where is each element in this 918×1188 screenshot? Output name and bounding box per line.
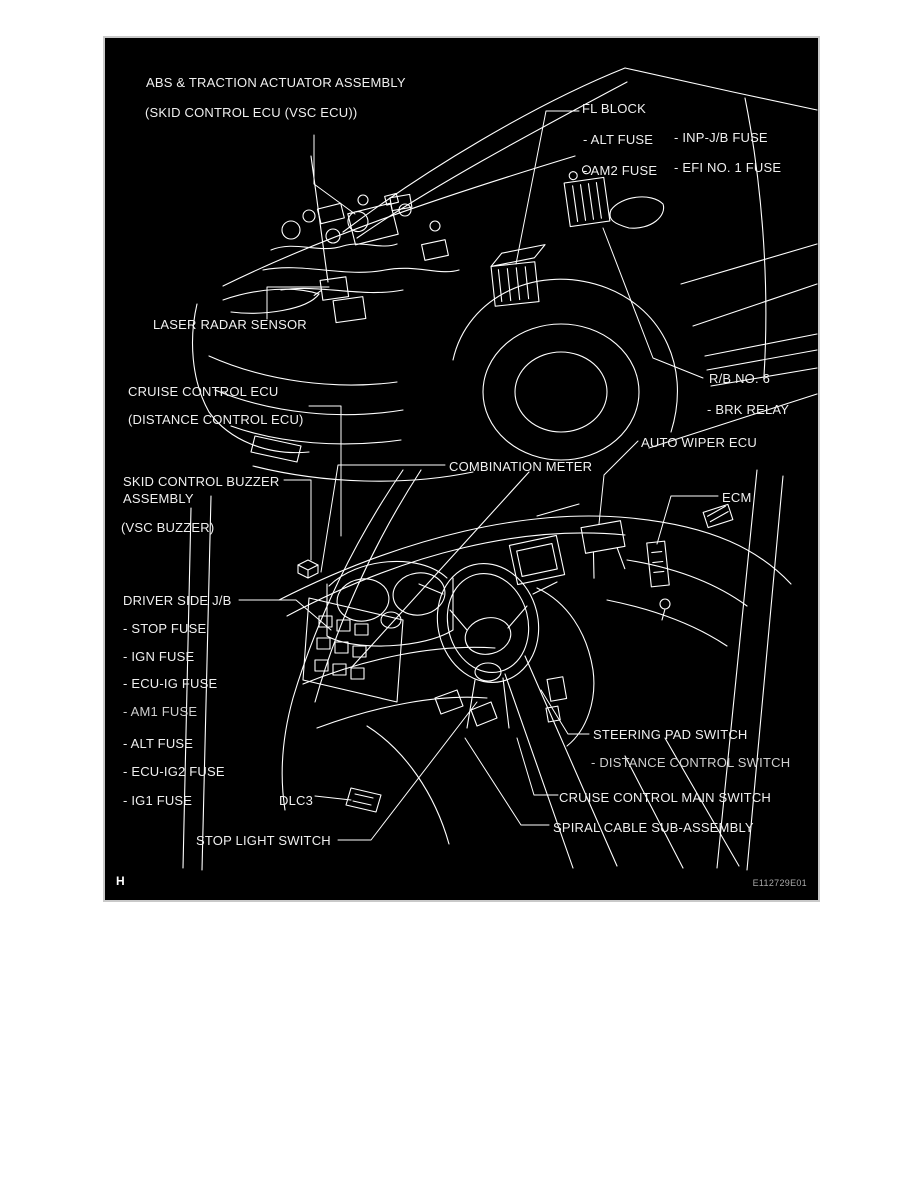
leader-cruise-ecu [309, 406, 341, 536]
leader-buzzer [284, 480, 311, 560]
label-spiral-cable-sub-assembly: SPIRAL CABLE SUB-ASSEMBLY [553, 820, 754, 835]
label-fl-block: FL BLOCK [582, 101, 646, 116]
label-laser-radar-sensor: LASER RADAR SENSOR [153, 317, 307, 332]
footer-section-mark: H [116, 874, 125, 888]
leader-spiral-cable [465, 738, 549, 825]
drawing-code: E112729E01 [752, 878, 807, 888]
label-dlc3: DLC3 [279, 793, 314, 808]
label-ecm: ECM [722, 490, 752, 505]
label-distance-control-ecu: (DISTANCE CONTROL ECU) [128, 412, 304, 427]
label-skid-buzzer-line1: SKID CONTROL BUZZER [123, 474, 280, 489]
label-auto-wiper-ecu: AUTO WIPER ECU [641, 435, 757, 450]
label-am1-fuse: - AM1 FUSE [123, 704, 198, 719]
label-ecu-ig-fuse: - ECU-IG FUSE [123, 676, 218, 691]
label-inp-jb-fuse: - INP-J/B FUSE [674, 130, 768, 145]
label-stop-fuse: - STOP FUSE [123, 621, 207, 636]
leader-auto-wiper [599, 441, 638, 524]
label-ign-fuse: - IGN FUSE [123, 649, 195, 664]
dashboard-art [183, 470, 791, 870]
label-alt-fuse: - ALT FUSE [123, 736, 194, 751]
label-distance-control-switch: - DISTANCE CONTROL SWITCH [591, 755, 791, 770]
label-cruise-control-ecu: CRUISE CONTROL ECU [128, 384, 279, 399]
label-combination-meter: COMBINATION METER [449, 459, 593, 474]
label-skid-buzzer-line2: ASSEMBLY [123, 491, 194, 506]
fl-block-art [489, 245, 551, 307]
auto-wiper-ecu-art [581, 521, 629, 579]
label-stop-light-switch: STOP LIGHT SWITCH [196, 833, 331, 848]
label-fl-alt-fuse: - ALT FUSE [583, 132, 654, 147]
label-cruise-control-main-switch: CRUISE CONTROL MAIN SWITCH [559, 790, 772, 805]
driver-side-jb-art [303, 598, 403, 702]
leader-steering-pad [541, 690, 589, 734]
label-abs-actuator-line1: ABS & TRACTION ACTUATOR ASSEMBLY [146, 75, 406, 90]
laser-radar-sensor-art [312, 275, 366, 325]
label-ecu-ig2-fuse: - ECU-IG2 FUSE [123, 764, 225, 779]
label-am2-fuse: - AM2 FUSE [583, 163, 658, 178]
leader-ecm [657, 496, 718, 544]
label-brk-relay: - BRK RELAY [707, 402, 790, 417]
leader-dlc3 [315, 796, 351, 800]
leader-rb-no6 [603, 228, 703, 378]
leader-stop-light-switch [338, 702, 477, 840]
leader-driver-jb [239, 600, 331, 630]
leader-abs [314, 135, 355, 214]
label-vsc-buzzer: (VSC BUZZER) [121, 520, 215, 535]
label-driver-side-jb: DRIVER SIDE J/B [123, 593, 232, 608]
label-rb-no6: R/B NO. 6 [709, 371, 771, 386]
label-efi-no1-fuse: - EFI NO. 1 FUSE [674, 160, 782, 175]
leader-fl-block [516, 111, 579, 264]
label-abs-actuator-line2: (SKID CONTROL ECU (VSC ECU)) [145, 105, 358, 120]
label-ig1-fuse: - IG1 FUSE [123, 793, 193, 808]
abs-actuator-art [344, 193, 406, 245]
vsc-buzzer-art [298, 560, 318, 578]
component-location-diagram-panel [103, 36, 820, 902]
label-steering-pad-switch: STEERING PAD SWITCH [593, 727, 748, 742]
